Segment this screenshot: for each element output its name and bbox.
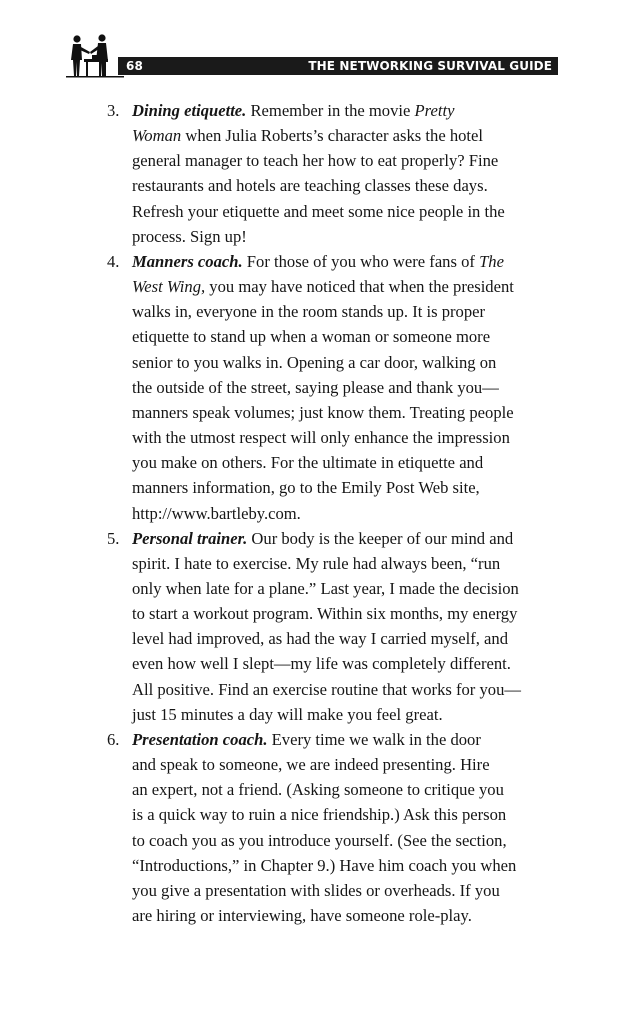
text-line: you give a presentation with slides or overheads. If you (132, 880, 500, 900)
text-line: manners speak volumes; just know them. Treating people (132, 402, 514, 422)
text-line: the outside of the street, saying please and thank you— (132, 377, 499, 397)
text-line: Refresh your etiquette and meet some nice people in the (132, 201, 505, 221)
text-line: you make on others. For the ultimate in etiquette and (132, 453, 484, 473)
text-line: are hiring or interviewing, have someone role-play. (132, 906, 472, 925)
list-item (100, 249, 570, 526)
item-title: Personal trainer. (132, 528, 248, 548)
text-line: Personal trainer. Our body is the keeper of our mind and (132, 528, 514, 548)
page-number: 68 (126, 59, 143, 73)
item-number: 4. (107, 251, 120, 271)
handshake-figures-icon (66, 30, 124, 80)
text-line: “Introductions,” in Chapter 9.) Have him coach you when (132, 855, 517, 875)
text-line: even how well I slept—my life was completely different. (132, 654, 511, 674)
text-line: restaurants and hotels are teaching classes these days. (132, 176, 488, 196)
item-title: Dining etiquette. (132, 101, 247, 120)
text-line: Presentation coach. Every time we walk in the door (132, 729, 481, 749)
text-line: All positive. Find an exercise routine that works for you— (132, 679, 521, 699)
text-line: with the utmost respect will only enhance the impression (132, 428, 510, 448)
item-number: 3. (107, 101, 120, 120)
text-line: general manager to teach her how to eat properly? Fine (132, 151, 499, 171)
running-header (66, 30, 558, 80)
item-title: Manners coach. (132, 251, 243, 271)
text-line: process. Sign up! (132, 226, 247, 246)
list-item (100, 727, 570, 928)
item-number: 5. (107, 528, 120, 548)
text-line: is a quick way to ruin a nice friendship.) Ask this person (132, 805, 507, 825)
text-line: and speak to someone, we are indeed presenting. Hire (132, 755, 490, 775)
text-line: to coach you as you introduce yourself. (See the section, (132, 830, 507, 850)
text-line: spirit. I hate to exercise. My rule had always been, “run (132, 553, 501, 573)
text-line: senior to you walks in. Opening a car door, walking on (132, 352, 497, 372)
list-item (100, 98, 570, 249)
text-line: to start a workout program. Within six months, my energy (132, 604, 518, 624)
text-line: West Wing, you may have noticed that when the president (132, 277, 514, 297)
running-title: THE NETWORKING SURVIVAL GUIDE (308, 59, 552, 73)
text-line: manners information, go to the Emily Post Web site, (132, 478, 480, 498)
list-item (100, 526, 570, 727)
text-line: only when late for a plane.” Last year, I made the decision (132, 578, 519, 598)
text-line: Manners coach. For those of you who were fans of The (132, 251, 504, 271)
item-title: Presentation coach. (132, 729, 268, 749)
text-line: level had improved, as had the way I carried myself, and (132, 629, 508, 649)
numbered-list (100, 98, 570, 928)
text-line: Woman when Julia Roberts’s character asks the hotel (132, 126, 484, 146)
text-line: just 15 minutes a day will make you feel great. (132, 704, 443, 724)
text-line: Dining etiquette. Remember in the movie Pretty (132, 101, 455, 120)
item-number: 6. (107, 729, 120, 749)
header-bar (118, 57, 558, 75)
text-line: etiquette to stand up when a woman or someone more (132, 327, 491, 347)
text-line: an expert, not a friend. (Asking someone to critique you (132, 780, 504, 800)
text-line: http://www.bartleby.com. (132, 503, 301, 523)
text-line: walks in, everyone in the room stands up. It is proper (132, 302, 486, 322)
